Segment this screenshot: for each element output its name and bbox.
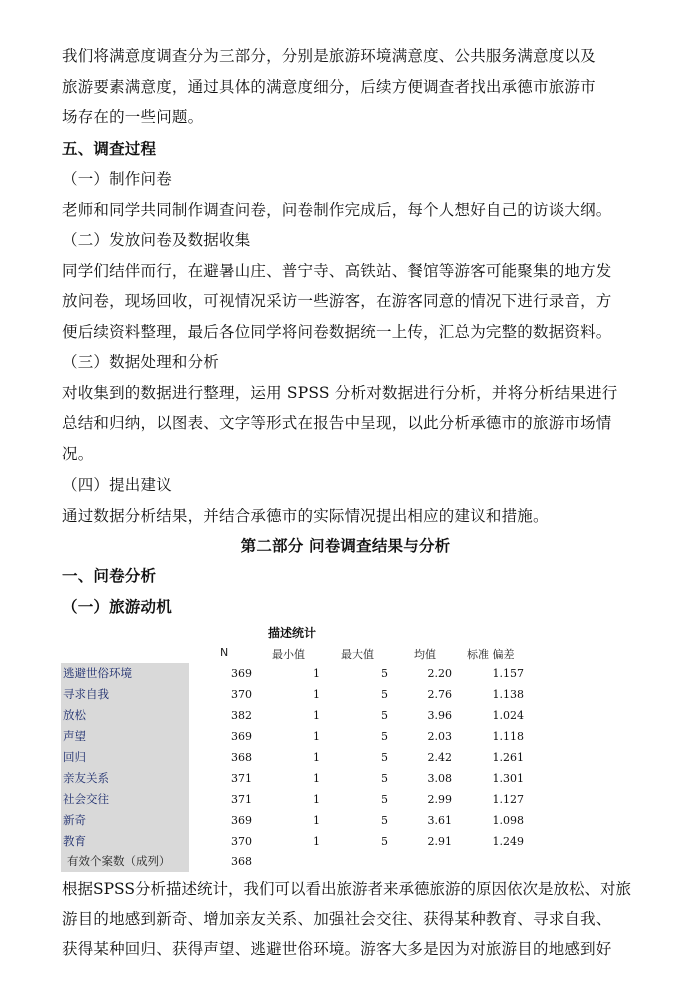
- paragraph-line: 旅游要素满意度，通过具体的满意度细分，后续方便调查者找出承德市旅游市: [62, 78, 596, 96]
- cell-std: 1.249: [492, 835, 524, 848]
- cell-n: 370: [231, 688, 252, 701]
- part-title: 第二部分 问卷调查结果与分析: [240, 536, 451, 555]
- cell-std: 1.118: [492, 730, 524, 743]
- header-max: 最大值: [341, 648, 374, 661]
- cell-max: 5: [381, 772, 388, 785]
- header-min: 最小值: [272, 648, 305, 661]
- paragraph-line: 同学们结伴而行，在避暑山庄、普宁寺、高铁站、餐馆等游客可能聚集的地方发: [62, 262, 612, 280]
- row-label: 放松: [61, 705, 189, 726]
- cell-min: 1: [313, 751, 320, 764]
- cell-min: 1: [313, 793, 320, 806]
- cell-mean: 2.91: [427, 835, 452, 848]
- cell-min: 1: [313, 835, 320, 848]
- header-std: 标准 偏差: [467, 648, 515, 661]
- cell-min: 1: [313, 730, 320, 743]
- row-label: 逃避世俗环境: [61, 663, 189, 684]
- cell-mean: 2.99: [427, 793, 452, 806]
- subsection-heading: （二）发放问卷及数据收集: [62, 231, 251, 249]
- section-heading: 五、调查过程: [62, 139, 157, 158]
- header-n: N: [220, 646, 229, 659]
- cell-mean: 3.96: [427, 709, 452, 722]
- cell-min: 1: [313, 688, 320, 701]
- cell-mean: 3.61: [427, 814, 452, 827]
- paragraph-line: 对收集到的数据进行整理，运用 SPSS 分析对数据进行分析，并将分析结果进行: [62, 384, 618, 402]
- cell-max: 5: [381, 793, 388, 806]
- valid-n-value: 368: [231, 855, 252, 868]
- cell-max: 5: [381, 835, 388, 848]
- cell-std: 1.157: [492, 667, 524, 680]
- cell-std: 1.098: [492, 814, 524, 827]
- row-label: 寻求自我: [61, 684, 189, 705]
- cell-std: 1.127: [492, 793, 524, 806]
- cell-mean: 2.42: [427, 751, 452, 764]
- cell-n: 382: [231, 709, 252, 722]
- paragraph-line: 获得某种回归、获得声望、逃避世俗环境。游客大多是因为对旅游目的地感到好: [62, 940, 612, 958]
- cell-n: 368: [231, 751, 252, 764]
- row-label: 声望: [61, 726, 189, 747]
- subsection-heading: （四）提出建议: [62, 476, 172, 494]
- cell-std: 1.024: [492, 709, 524, 722]
- paragraph-line: 老师和同学共同制作调查问卷，问卷制作完成后，每个人想好自己的访谈大纲。: [62, 201, 612, 219]
- row-label: 亲友关系: [61, 768, 189, 789]
- paragraph-line: 场存在的一些问题。: [62, 108, 204, 126]
- cell-min: 1: [313, 814, 320, 827]
- paragraph-line: 放问卷，现场回收，可视情况采访一些游客，在游客同意的情况下进行录音，方: [62, 292, 612, 310]
- cell-max: 5: [381, 667, 388, 680]
- row-label: 社会交往: [61, 789, 189, 810]
- table-title: 描述统计: [268, 626, 317, 640]
- cell-n: 369: [231, 667, 252, 680]
- paragraph-line: 通过数据分析结果，并结合承德市的实际情况提出相应的建议和措施。: [62, 507, 549, 525]
- cell-std: 1.301: [492, 772, 524, 785]
- paragraph-line: 根据SPSS分析描述统计，我们可以看出旅游者来承德旅游的原因依次是放松、对旅: [62, 880, 632, 898]
- cell-max: 5: [381, 709, 388, 722]
- cell-n: 371: [231, 772, 252, 785]
- paragraph-line: 总结和归纳，以图表、文字等形式在报告中呈现，以此分析承德市的旅游市场情: [62, 414, 612, 432]
- paragraph-line: 况。: [62, 445, 94, 463]
- paragraph-line: 便后续资料整理，最后各位同学将问卷数据统一上传，汇总为完整的数据资料。: [62, 323, 612, 341]
- cell-max: 5: [381, 751, 388, 764]
- row-label: 回归: [61, 747, 189, 768]
- cell-n: 369: [231, 730, 252, 743]
- cell-max: 5: [381, 814, 388, 827]
- cell-n: 369: [231, 814, 252, 827]
- subsection-heading: （一）制作问卷: [62, 170, 172, 188]
- subsection-heading: （三）数据处理和分析: [62, 353, 220, 371]
- paragraph-line: 我们将满意度调查分为三部分，分别是旅游环境满意度、公共服务满意度以及: [62, 47, 596, 65]
- row-label: 教育: [61, 831, 189, 852]
- section-heading: 一、问卷分析: [62, 566, 157, 585]
- cell-min: 1: [313, 772, 320, 785]
- cell-std: 1.261: [492, 751, 524, 764]
- cell-mean: 2.20: [427, 667, 452, 680]
- cell-mean: 2.03: [427, 730, 452, 743]
- paragraph-line: 游目的地感到新奇、增加亲友关系、加强社会交往、获得某种教育、寻求自我、: [62, 910, 612, 928]
- cell-n: 370: [231, 835, 252, 848]
- header-mean: 均值: [414, 648, 436, 661]
- row-label: 新奇: [61, 810, 189, 831]
- cell-max: 5: [381, 688, 388, 701]
- cell-min: 1: [313, 667, 320, 680]
- cell-max: 5: [381, 730, 388, 743]
- cell-n: 371: [231, 793, 252, 806]
- cell-mean: 3.08: [427, 772, 452, 785]
- cell-min: 1: [313, 709, 320, 722]
- subsection-heading: （一）旅游动机: [62, 597, 172, 616]
- cell-std: 1.138: [492, 688, 524, 701]
- valid-n-label: 有效个案数（成列）: [61, 851, 189, 872]
- cell-mean: 2.76: [427, 688, 452, 701]
